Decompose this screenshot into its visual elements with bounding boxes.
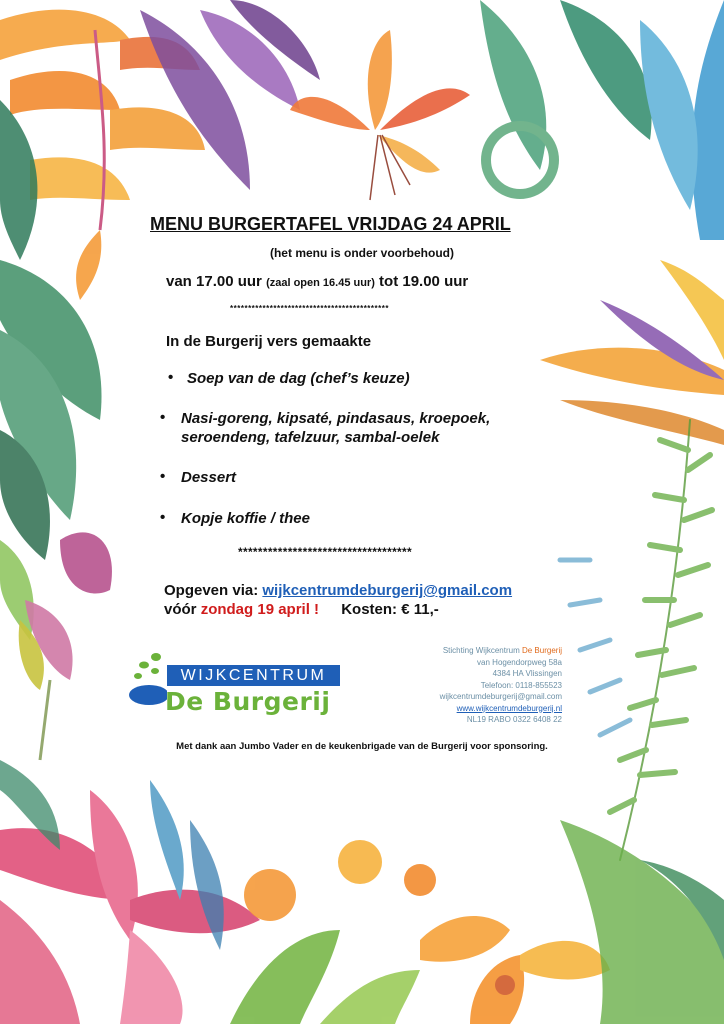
bird-of-paradise-right [540, 260, 724, 445]
orange-lily-bottom-right [420, 916, 610, 1024]
sponsor-thanks: Met dank aan Jumbo Vader en de keukenbrigade van de Burgerij voor sponsoring. [176, 741, 548, 752]
separator-stars-top: ******************************************** [230, 304, 389, 313]
page-title: MENU BURGERTAFEL VRIJDAG 24 APRIL [150, 214, 511, 234]
menu-disclaimer: (het menu is onder voorbehoud) [269, 246, 454, 260]
deadline-prefix: vóór [164, 601, 197, 618]
address-email: wijkcentrumdeburgerij@gmail.com [439, 692, 562, 701]
fern-leaves-right [610, 420, 712, 860]
bullet: • [160, 409, 166, 426]
hall-open-time: (zaal open 16.45 uur) [266, 277, 375, 289]
cost-label: Kosten: € 11,- [341, 601, 439, 618]
signup-label: Opgeven via: [164, 582, 259, 599]
address-block [380, 645, 562, 726]
logo-dots-icon [127, 645, 167, 713]
menu-intro: In de Burgerij vers gemaakte [166, 333, 372, 350]
address-org-brand: De Burgerij [521, 646, 562, 655]
deadline-line [164, 601, 439, 618]
tropical-leaves-bottom-right [560, 820, 724, 1024]
time-from: van 17.00 uur [166, 273, 262, 290]
lily-flower-top [290, 30, 470, 200]
address-website-link[interactable]: www.wijkcentrumdeburgerij.nl [456, 703, 562, 713]
wijkcentrum-logo [127, 645, 349, 716]
menu-item-main-line2: seroendeng, tafelzuur, sambal-oelek [181, 429, 440, 446]
address-city: 4384 HA Vlissingen [492, 669, 562, 678]
fern-leaves-right-blue [560, 560, 630, 735]
deadline-date: zondag 19 april ! [200, 601, 320, 618]
bullet: • [160, 468, 166, 485]
menu-item-main-line1: Nasi-goreng, kipsaté, pindasaus, kroepoek, [181, 410, 491, 427]
menu-item-coffee: Kopje koffie / thee [181, 510, 310, 527]
address-street: van Hogendorpweg 58a [477, 657, 562, 667]
address-org: Stichting Wijkcentrum De Burgerij [442, 646, 562, 655]
menu-item-soup: Soep van de dag (chef’s keuze) [187, 370, 410, 387]
address-bank: NL19 RABO 0322 6408 22 [466, 715, 562, 724]
address-phone: Telefoon: 0118-855523 [480, 680, 562, 690]
separator-stars-bottom: *********************************** [238, 545, 412, 559]
signup-line [164, 582, 512, 599]
bullet: • [160, 509, 166, 526]
bullet: • [168, 369, 174, 386]
purple-leaves-top [140, 0, 320, 190]
menu-item-dessert: Dessert [181, 469, 237, 486]
logo-burgerij-text: De Burgerij [165, 687, 331, 716]
logo-wijkcentrum-text: WIJKCENTRUM [167, 665, 340, 686]
time-to: tot 19.00 uur [379, 273, 469, 290]
signup-email-link[interactable]: wijkcentrumdeburgerij@gmail.com [262, 582, 513, 599]
orchid-flower-left [19, 532, 112, 760]
orange-flowers-bottom [230, 840, 436, 1024]
time-line [166, 273, 468, 290]
tropical-leaves-top-right [480, 0, 724, 240]
